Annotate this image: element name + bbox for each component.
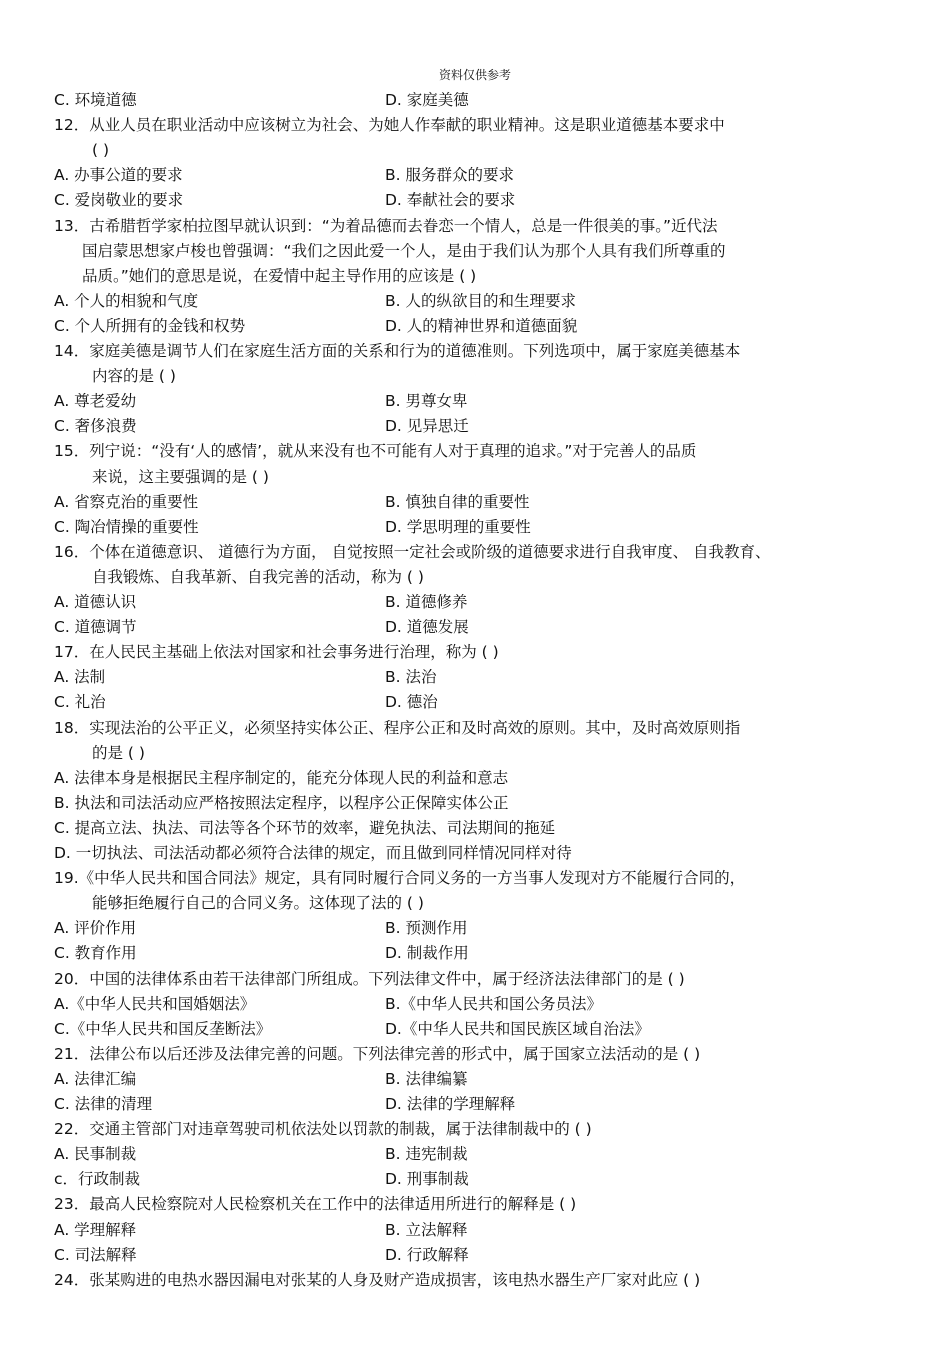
option-line: C. 道德调节 <box>54 618 137 637</box>
option-line: C. 法律的清理 <box>54 1095 153 1113</box>
option-line: A. 法制 <box>54 668 106 687</box>
question-continuation: 的是 ( ) <box>92 743 145 762</box>
question-line: 19.《中华人民共和国合同法》规定，具有同时履行合同义务的一方当事人发现对方不能履行合同的， <box>54 869 746 888</box>
option-line: C. 奢侈浪费 <box>54 417 137 436</box>
option-line: D. 见异思迁 <box>385 417 469 436</box>
question-continuation: 自我锻炼、自我革新、自我完善的活动，称为 ( ) <box>92 567 424 586</box>
option-line: C. 司法解释 <box>54 1245 137 1264</box>
option-line: B.《中华人民共和国公务员法》 <box>385 994 603 1013</box>
option-line: D. 家庭美德 <box>385 91 469 109</box>
option-line: D. 一切执法、司法活动都必须符合法律的规定，而且做到同样情况同样对待 <box>54 844 572 862</box>
option-line: B. 男尊女卑 <box>385 392 468 411</box>
option-line: D. 道德发展 <box>385 618 469 637</box>
question-line: 15．列宁说：“没有‘人的感情’，就从来没有也不可能有人对于真理的追求。”对于完善人的品质 <box>54 442 697 461</box>
option-line: C. 提高立法、执法、司法等各个环节的效率，避免执法、司法期间的拖延 <box>54 818 556 837</box>
option-line: A. 民事制裁 <box>54 1145 137 1164</box>
question-line: 21．法律公布以后还涉及法律完善的问题。下列法律完善的形式中，属于国家立法活动的是 ( ) <box>54 1044 701 1063</box>
option-line: D. 行政解释 <box>385 1245 469 1264</box>
option-line: B. 违宪制裁 <box>385 1145 468 1164</box>
option-line: C. 礼治 <box>54 693 106 712</box>
option-line: A.《中华人民共和国婚姻法》 <box>54 994 256 1013</box>
question-line: 16．个体在道德意识、 道德行为方面， 自觉按照一定社会或阶级的道德要求进行自我审度、 自我教育、 <box>54 542 771 561</box>
option-line: D. 人的精神世界和道德面貌 <box>385 316 578 335</box>
option-line: B. 法治 <box>385 668 437 687</box>
option-line: D. 制裁作用 <box>385 944 469 963</box>
option-line: A. 尊老爱幼 <box>54 392 137 411</box>
option-line: A. 评价作用 <box>54 919 137 938</box>
question-line: 12．从业人员在职业活动中应该树立为社会、为她人作奉献的职业精神。这是职业道德基本要求中 <box>54 116 725 135</box>
question-line: 20．中国的法律体系由若干法律部门所组成。下列法律文件中，属于经济法法律部门的是 ( ) <box>54 969 685 988</box>
option-line: B. 立法解释 <box>385 1220 468 1239</box>
option-line: B. 预测作用 <box>385 919 468 938</box>
question-continuation: 品质。”她们的意思是说，在爱情中起主导作用的应该是 ( ) <box>82 266 477 285</box>
question-continuation: 国启蒙思想家卢梭也曾强调：“我们之因此爱一个人，是由于我们认为那个人具有我们所尊重的 <box>82 241 726 260</box>
question-continuation: ( ) <box>92 141 110 160</box>
option-line: B. 服务群众的要求 <box>385 166 514 185</box>
option-line: D. 奉献社会的要求 <box>385 191 516 210</box>
question-line: 23．最高人民检察院对人民检察机关在工作中的法律适用所进行的解释是 ( ) <box>54 1195 577 1214</box>
option-line: D.《中华人民共和国民族区域自治法》 <box>385 1019 650 1038</box>
option-line: B. 执法和司法活动应严格按照法定程序，以程序公正保障实体公正 <box>54 793 509 812</box>
question-continuation: 内容的是 ( ) <box>92 367 176 386</box>
option-line: C.《中华人民共和国反垄断法》 <box>54 1019 272 1038</box>
option-line: C. 陶冶情操的重要性 <box>54 517 199 536</box>
option-line: A. 省察克治的重要性 <box>54 492 199 511</box>
question-line: 22．交通主管部门对违章驾驶司机依法处以罚款的制裁，属于法律制裁中的 ( ) <box>54 1120 592 1139</box>
option-line: D. 法律的学理解释 <box>385 1095 516 1113</box>
question-line: 17．在人民民主基础上依法对国家和社会事务进行治理，称为 ( ) <box>54 643 499 662</box>
option-line: D. 德治 <box>385 693 438 712</box>
option-line: A. 个人的相貌和气度 <box>54 291 199 310</box>
option-line: A. 学理解释 <box>54 1220 137 1239</box>
question-continuation: 能够拒绝履行自己的合同义务。这体现了法的 ( ) <box>92 894 424 913</box>
option-line: B. 慎独自律的重要性 <box>385 492 530 511</box>
option-line: D. 刑事制裁 <box>385 1170 469 1189</box>
option-line: A. 法律本身是根据民主程序制定的，能充分体现人民的利益和意志 <box>54 768 509 787</box>
option-line: B. 人的纵欲目的和生理要求 <box>385 291 576 310</box>
question-line: 18．实现法治的公平正义，必须坚持实体公正、程序公正和及时高效的原则。其中，及时高效原则指 <box>54 718 741 737</box>
option-line: C. 爱岗敬业的要求 <box>54 191 184 210</box>
question-continuation: 来说，这主要强调的是 ( ) <box>92 467 269 486</box>
question-line: 13．古希腊哲学家柏拉图早就认识到：“为着品德而去眷恋一个情人，总是一件很美的事。”近代法 <box>54 216 718 235</box>
option-line: B. 道德修养 <box>385 593 468 611</box>
question-line: 14．家庭美德是调节人们在家庭生活方面的关系和行为的道德准则。下列选项中，属于家庭美德基本 <box>54 342 741 360</box>
option-line: C. 个人所拥有的金钱和权势 <box>54 316 246 335</box>
option-line: A. 法律汇编 <box>54 1069 137 1088</box>
option-line: A. 办事公道的要求 <box>54 166 183 185</box>
option-line: B. 法律编纂 <box>385 1069 468 1088</box>
option-line: A. 道德认识 <box>54 593 137 611</box>
option-line: c．行政制裁 <box>54 1170 141 1189</box>
option-line: C. 教育作用 <box>54 944 137 963</box>
option-line: D. 学思明理的重要性 <box>385 517 531 536</box>
option-line: C. 环境道德 <box>54 91 137 109</box>
page-header: 资料仅供参考 <box>438 68 511 82</box>
question-line: 24．张某购进的电热水器因漏电对张某的人身及财产造成损害，该电热水器生产厂家对此应 ( ) <box>54 1270 701 1289</box>
